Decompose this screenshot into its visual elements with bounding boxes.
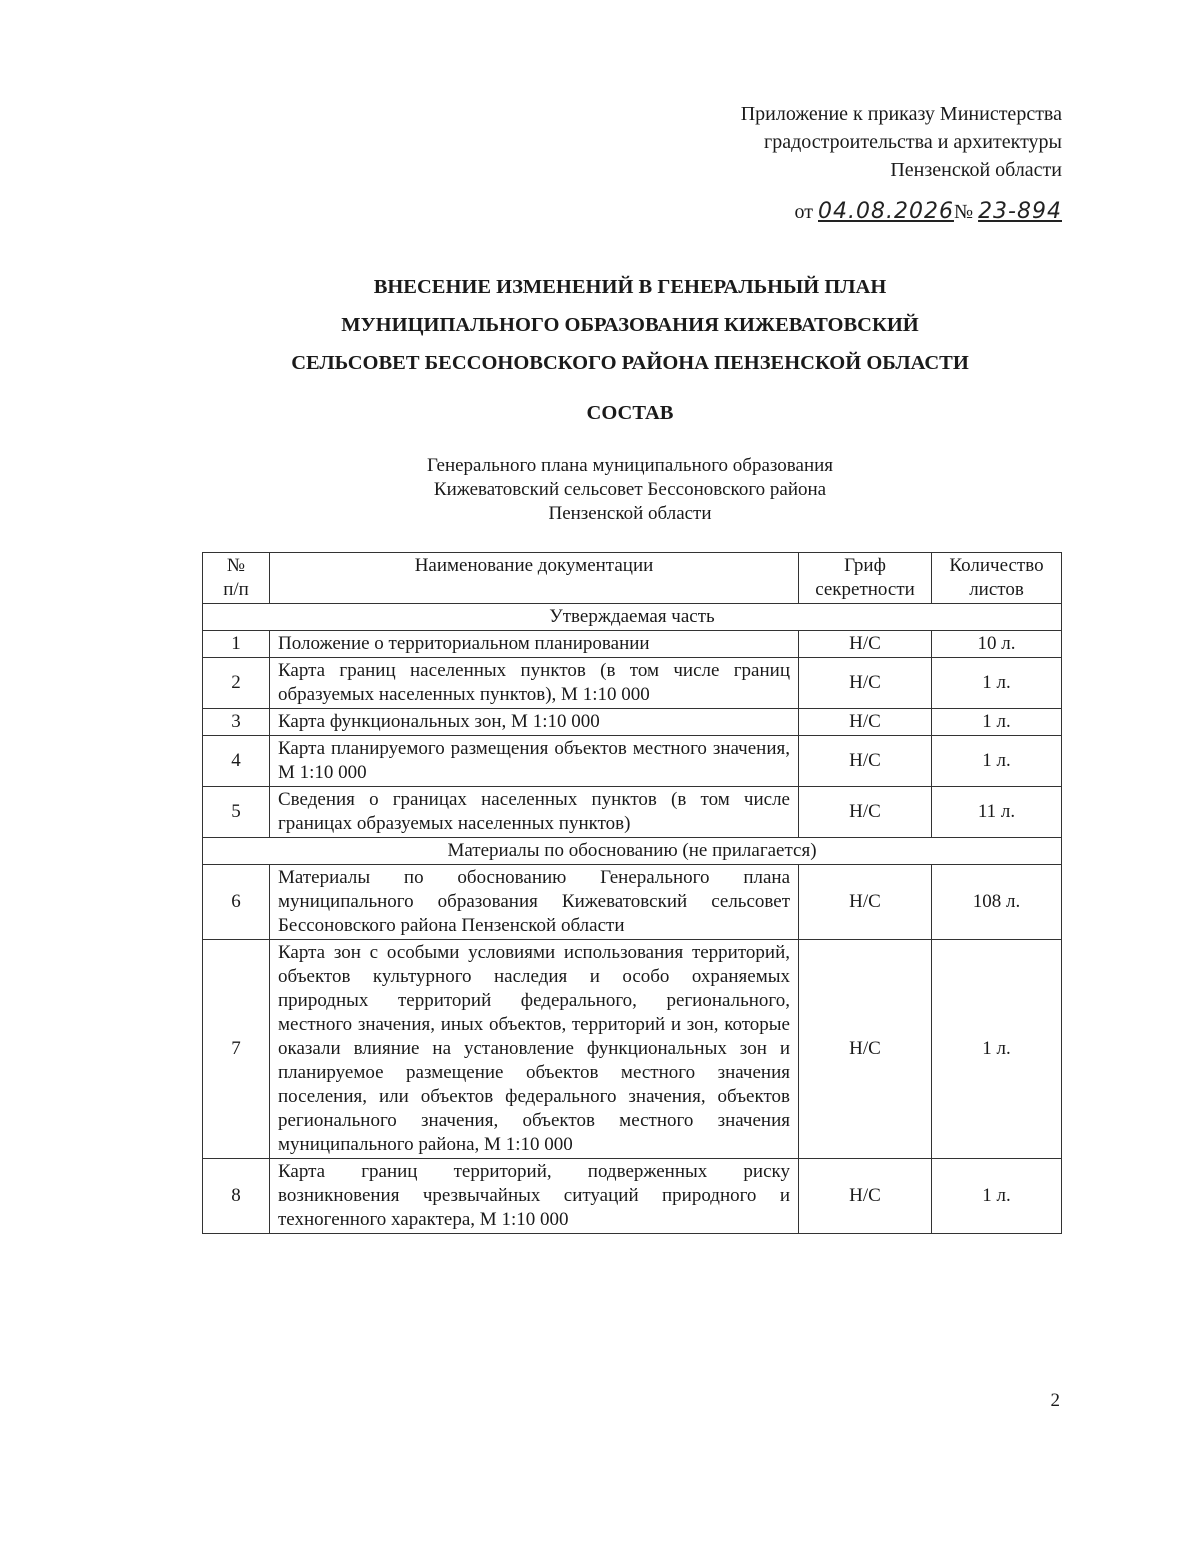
appendix-line: Пензенской области: [890, 159, 1062, 181]
header-num-line1: №: [226, 555, 246, 576]
row-qty: 1 л.: [932, 709, 1062, 736]
row-grif: Н/С: [799, 658, 932, 709]
section-title: Утверждаемая часть: [203, 604, 1062, 631]
row-qty: 1 л.: [932, 940, 1062, 1159]
subtitle-line: Пензенской области: [548, 503, 712, 524]
appendix-block: [741, 100, 1062, 184]
row-name: Сведения о границах населенных пунктов (в том числе границах образуемых населенных пунктов): [270, 787, 799, 838]
header-qty: [932, 553, 1062, 604]
row-num: 4: [203, 736, 270, 787]
row-name: Материалы по обоснованию Генерального плана муниципального образования Кижеватовский сельсовет Бессоновского района Пензенской области: [270, 865, 799, 940]
row-num: 1: [203, 631, 270, 658]
row-grif: Н/С: [799, 1159, 932, 1234]
table-row: [203, 940, 1062, 1159]
row-grif: Н/С: [799, 736, 932, 787]
header-grif-line1: Гриф: [844, 555, 886, 576]
sostav-heading: СОСТАВ: [586, 402, 674, 424]
title-line: ВНЕСЕНИЕ ИЗМЕНЕНИЙ В ГЕНЕРАЛЬНЫЙ ПЛАН: [373, 276, 887, 298]
row-grif: Н/С: [799, 709, 932, 736]
order-line: [795, 198, 1062, 226]
subtitle-line: Кижеватовский сельсовет Бессоновского района: [433, 479, 827, 500]
document-title: [200, 268, 1060, 382]
section-title: Материалы по обоснованию (не прилагается): [203, 838, 1062, 865]
page-number: 2: [1050, 1390, 1060, 1411]
order-date: 04.08.2026: [818, 199, 954, 224]
header-num: [203, 553, 270, 604]
row-grif: Н/С: [799, 787, 932, 838]
row-num: 3: [203, 709, 270, 736]
row-num: 6: [203, 865, 270, 940]
table-row: [203, 865, 1062, 940]
row-num: 5: [203, 787, 270, 838]
order-number: 23-894: [978, 199, 1062, 224]
row-num: 2: [203, 658, 270, 709]
row-qty: 1 л.: [932, 1159, 1062, 1234]
section-row: [203, 604, 1062, 631]
header-qty-line2: листов: [969, 579, 1024, 600]
row-qty: 10 л.: [932, 631, 1062, 658]
row-num: 8: [203, 1159, 270, 1234]
title-line: МУНИЦИПАЛЬНОГО ОБРАЗОВАНИЯ КИЖЕВАТОВСКИЙ: [341, 314, 919, 336]
row-grif: Н/С: [799, 865, 932, 940]
order-number-sign: №: [953, 201, 974, 223]
table-row: [203, 787, 1062, 838]
appendix-line: Приложение к приказу Министерства: [740, 103, 1062, 125]
row-name: Положение о территориальном планировании: [270, 631, 799, 658]
section-row: [203, 838, 1062, 865]
row-name: Карта границ населенных пунктов (в том числе границ образуемых населенных пунктов), М 1:10 000: [270, 658, 799, 709]
subtitle-line: Генерального плана муниципального образования: [426, 455, 834, 476]
row-qty: 108 л.: [932, 865, 1062, 940]
row-num: 7: [203, 940, 270, 1159]
composition-table: [202, 552, 1062, 1234]
row-qty: 1 л.: [932, 736, 1062, 787]
row-name: Карта планируемого размещения объектов местного значения, М 1:10 000: [270, 736, 799, 787]
table-row: [203, 631, 1062, 658]
row-name: Карта функциональных зон, М 1:10 000: [270, 709, 799, 736]
table-row: [203, 1159, 1062, 1234]
header-name: Наименование документации: [270, 553, 799, 604]
header-num-line2: п/п: [223, 579, 249, 600]
row-name: Карта зон с особыми условиями использования территорий, объектов культурного наследия и особо охраняемых природных территорий федерального, регионального, местного значения, иных объектов, территорий и зон, которые оказали влияние на установление функциональных зон и планируемое размещение объектов местного значения поселения, или объектов федерального значения, объектов регионального значения, объектов местного значения муниципального района, М 1:10 000: [270, 940, 799, 1159]
header-grif: [799, 553, 932, 604]
row-qty: 11 л.: [932, 787, 1062, 838]
table-row: [203, 736, 1062, 787]
title-line: СЕЛЬСОВЕТ БЕССОНОВСКОГО РАЙОНА ПЕНЗЕНСКОЙ ОБЛАСТИ: [291, 352, 969, 374]
row-qty: 1 л.: [932, 658, 1062, 709]
row-grif: Н/С: [799, 631, 932, 658]
order-prefix: от: [794, 201, 813, 223]
header-qty-line1: Количество: [949, 555, 1044, 576]
table-header-row: [203, 553, 1062, 604]
table-row: [203, 709, 1062, 736]
appendix-line: градостроительства и архитектуры: [764, 131, 1062, 153]
subtitle: [200, 454, 1060, 526]
row-grif: Н/С: [799, 940, 932, 1159]
header-grif-line2: секретности: [815, 579, 915, 600]
table-row: [203, 658, 1062, 709]
row-name: Карта границ территорий, подверженных риску возникновения чрезвычайных ситуаций природного и техногенного характера, М 1:10 000: [270, 1159, 799, 1234]
